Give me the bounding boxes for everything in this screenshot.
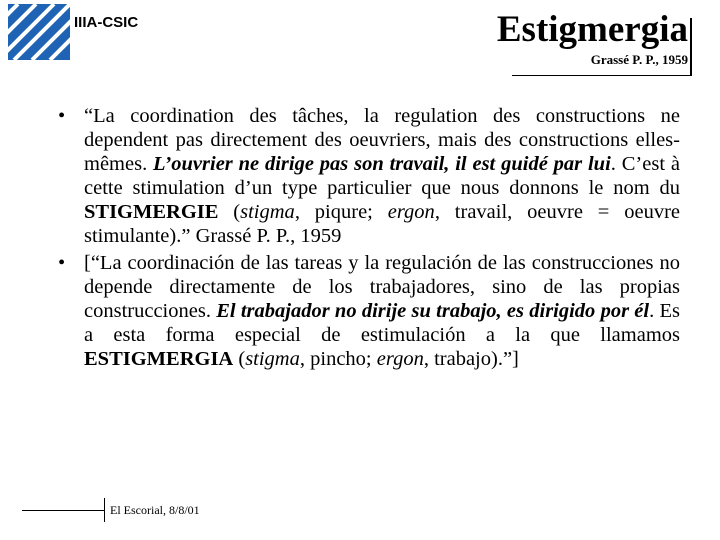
- bullet-mark: •: [58, 105, 66, 127]
- text-run: (: [233, 347, 246, 370]
- text-run: (: [218, 201, 241, 224]
- bullet-spanish-translation: [58, 251, 680, 371]
- text-run: , trabajo).”]: [423, 347, 519, 370]
- text-run: , travail, oeuvre = oeuvre stimulante).” Grassé P. P., 1959: [84, 201, 680, 248]
- italic-word: ergon: [387, 201, 435, 224]
- term-text: ESTIGMERGIA: [84, 347, 234, 370]
- footer-text: El Escorial, 8/8/01: [110, 503, 200, 517]
- org-name: IIIA-CSIC: [74, 14, 139, 31]
- content-body: [58, 104, 680, 371]
- emphasis-text: L’ouvrier ne dirige pas son travail, il est guidé par lui: [153, 153, 611, 176]
- text-run: , pincho;: [299, 347, 377, 370]
- italic-word: ergon: [376, 347, 424, 370]
- title-divider-vertical: [690, 18, 692, 76]
- italic-word: stigma: [245, 347, 300, 370]
- page-title: Estigmergia: [496, 9, 688, 50]
- bullet-french-quote: [58, 104, 680, 249]
- footer-divider-horizontal: [22, 510, 104, 511]
- iiia-logo-icon: [8, 4, 70, 60]
- footer-divider-vertical: [104, 498, 105, 522]
- text-run: . Es a esta forma especial de estimulación a la que llamamos: [84, 299, 680, 346]
- page-subtitle: Grassé P. P., 1959: [590, 52, 688, 67]
- emphasis-text: El trabajador no dirije su trabajo, es dirigido por él: [216, 299, 650, 322]
- text-run: , piqure;: [294, 201, 388, 224]
- term-text: STIGMERGIE: [84, 201, 219, 224]
- italic-word: stigma: [240, 201, 295, 224]
- bullet-mark: •: [58, 251, 66, 274]
- title-divider-horizontal: [512, 75, 692, 76]
- text-run: . C’est à cette stimulation d’un type particulier que nous donnons le nom du: [84, 153, 680, 200]
- text-run: “La coordination des tâches, la regulation des constructions ne dependent pas directement des oeuvriers, mais des constructions elles-mêmes.: [84, 105, 680, 176]
- text-run: [“La coordinación de las tareas y la regulación de las construcciones no depende directamente de los trabajadores, sino de las propias construcciones.: [84, 251, 680, 322]
